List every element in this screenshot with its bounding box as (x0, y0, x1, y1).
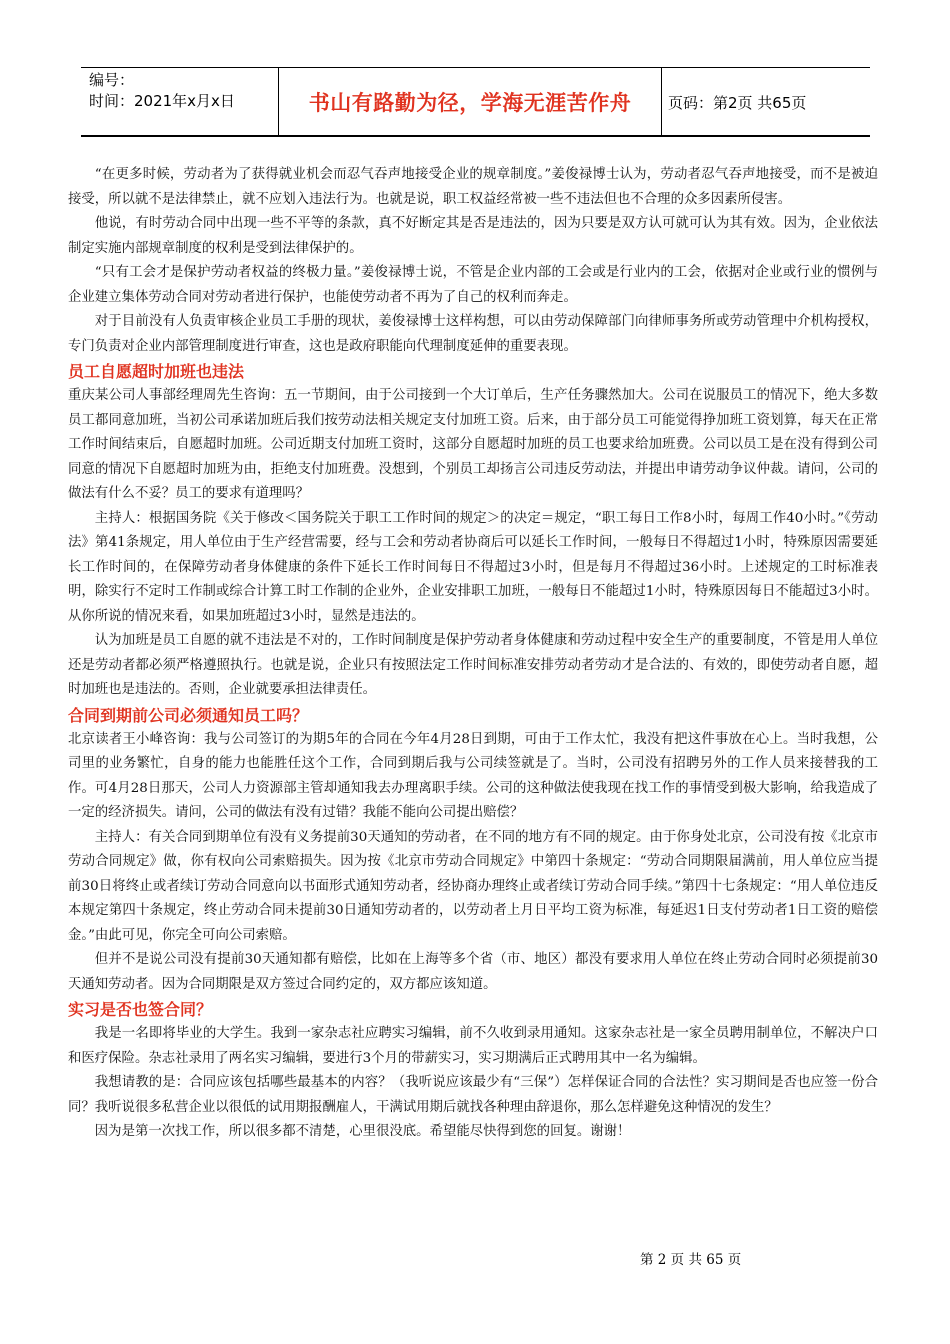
paragraph: 他说，有时劳动合同中出现一些不平等的条款，真不好断定其是否是违法的，因为只要是双方认可就可认为其有效。因为，企业依法制定实施内部规章制度的权利是受到法律保护的。 (68, 216, 878, 256)
header-motto: 书山有路勤为径，学海无涯苦作舟 (308, 91, 632, 115)
document-number-label: 编号： (89, 71, 135, 89)
section-heading: 实习是否也签合同？ (68, 1000, 213, 1019)
paragraph: “在更多时候，劳动者为了获得就业机会而忍气吞声地接受企业的规章制度。”姜俊禄博士认为，劳动者忍气吞声地接受，而不是被迫接受，所以就不是法律禁止，就不应划入违法行为。也就是说，职工权益经常被一些不违法但也不合理的众多因素所侵害。 (68, 167, 878, 207)
paragraph: 认为加班是员工自愿的就不违法是不对的，工作时间制度是保护劳动者身体健康和劳动过程中安全生产的重要制度，不管是用人单位还是劳动者都必须严格遵照执行。也就是说，企业只有按照法定工作时间标准安排劳动者劳动才是合法的、有效的，即使劳动者自愿，超时加班也是违法的。否则，企业就要承担法律责任。 (68, 633, 878, 697)
header-meta (89, 70, 279, 112)
paragraph: 对于目前没有人负责审核企业员工手册的现状，姜俊禄博士这样构想，可以由劳动保障部门向律师事务所或劳动管理中介机构授权，专门负责对企业内部管理制度进行审查，这也是政府职能向代理制度延伸的重要表现。 (68, 314, 878, 354)
document-time-label: 时间：2021年x月x日 (89, 92, 235, 110)
header-page-info: 页码：第2页 共65页 (668, 93, 807, 112)
section-heading: 合同到期前公司必须通知员工吗？ (68, 705, 309, 725)
paragraph: “只有工会才是保护劳动者权益的终极力量。”姜俊禄博士说，不管是企业内部的工会或是行业内的工会，依据对企业或行业的惯例与企业建立集体劳动合同对劳动者进行保护，也能使劳动者不再为了自己的权利而奔走。 (68, 265, 878, 305)
paragraph: 主持人：有关合同到期单位有没有义务提前30天通知的劳动者，在不同的地方有不同的规定。由于你身处北京，公司没有按《北京市劳动合同规定》做，你有权向公司索赔损失。因为按《北京市劳动合同规定》中第四十条规定：“劳动合同期限届满前，用人单位应当提前30日将终止或者续订劳动合同意向以书面形式通知劳动者，经协商办理终止或者续订劳动合同手续。”第四十七条规定：“用人单位违反本规定第四十条规定，终止劳动合同未提前30日通知劳动者的，以劳动者上月日平均工资为标准，每延迟1日支付劳动者1日工资的赔偿金。”由此可见，你完全可向公司索赔。 (68, 829, 878, 943)
page-header (81, 67, 870, 137)
paragraph: 主持人：根据国务院《关于修改＜国务院关于职工工作时间的规定＞的决定＝规定，“职工每日工作8小时，每周工作40小时。”《劳动法》第41条规定，用人单位由于生产经营需要，经与工会和劳动者协商后可以延长工作时间，一般每日不得超过1小时，特殊原因需要延长工作时间的，在保障劳动者身体健康的条件下延长工作时间每日不得超过3小时，但是每月不得超过36小时。上述规定的工时标准表明，除实行不定时工作制或综合计算工时工作制的企业外，企业安排职工加班，一般每日不能超过1小时，特殊原因每日不能超过3小时。从你所说的情况来看，如果加班超过3小时，显然是违法的。 (68, 510, 878, 624)
document-body (68, 163, 878, 1145)
paragraph: 北京读者王小峰咨询：我与公司签订的为期5年的合同在今年4月28日到期，可由于工作太忙，我没有把这件事放在心上。当时我想，公司里的业务繁忙，自身的能力也能胜任这个工作，合同到期后我与公司续签就是了。当时，公司没有招聘另外的工作人员来接替我的工作。可4月28日那天，公司人力资源部主管却通知我去办理离职手续。公司的这种做法使我现在找工作的事情受到极大影响，给我造成了一定的经济损失。请问，公司的做法有没有过错？我能不能向公司提出赔偿？ (68, 731, 878, 820)
section-heading: 员工自愿超时加班也违法 (68, 362, 245, 381)
paragraph: 我想请教的是：合同应该包括哪些最基本的内容？（我听说应该最少有“三保”）怎样保证合同的合法性？实习期间是否也应签一份合同？我听说很多私营企业以很低的试用期报酬雇人，干满试用期后就找各种理由辞退你，那么怎样避免这种情况的发生？ (68, 1075, 878, 1115)
paragraph: 我是一名即将毕业的大学生。我到一家杂志社应聘实习编辑，前不久收到录用通知。这家杂志社是一家全员聘用制单位，不解决户口和医疗保险。杂志社录用了两名实习编辑，要进行3个月的带薪实习，实习期满后正式聘用其中一名为编辑。 (68, 1026, 878, 1066)
page-footer: 第 2 页 共 65 页 (640, 1252, 742, 1268)
paragraph: 因为是第一次找工作，所以很多都不清楚，心里很没底。希望能尽快得到您的回复。谢谢！ (94, 1124, 631, 1139)
paragraph: 但并不是说公司没有提前30天通知都有赔偿，比如在上海等多个省（市、地区）都没有要求用人单位在终止劳动合同时必须提前30天通知劳动者。因为合同期限是双方签过合同约定的，双方都应该知道。 (68, 952, 878, 992)
paragraph: 重庆某公司人事部经理周先生咨询：五一节期间，由于公司接到一个大订单后，生产任务骤然加大。公司在说服员工的情况下，绝大多数员工都同意加班，当初公司承诺加班后我们按劳动法相关规定支付加班工资。后来，由于部分员工可能觉得挣加班工资划算，每天在正常工作时间结束后，自愿超时加班。公司近期支付加班工资时，这部分自愿超时加班的员工也要求给加班费。公司以员工是在没有得到公司同意的情况下自愿超时加班为由，拒绝支付加班费。没想到，个别员工却扬言公司违反劳动法，并提出申请劳动争议仲裁。请问，公司的做法有什么不妥？员工的要求有道理吗？ (68, 388, 878, 501)
